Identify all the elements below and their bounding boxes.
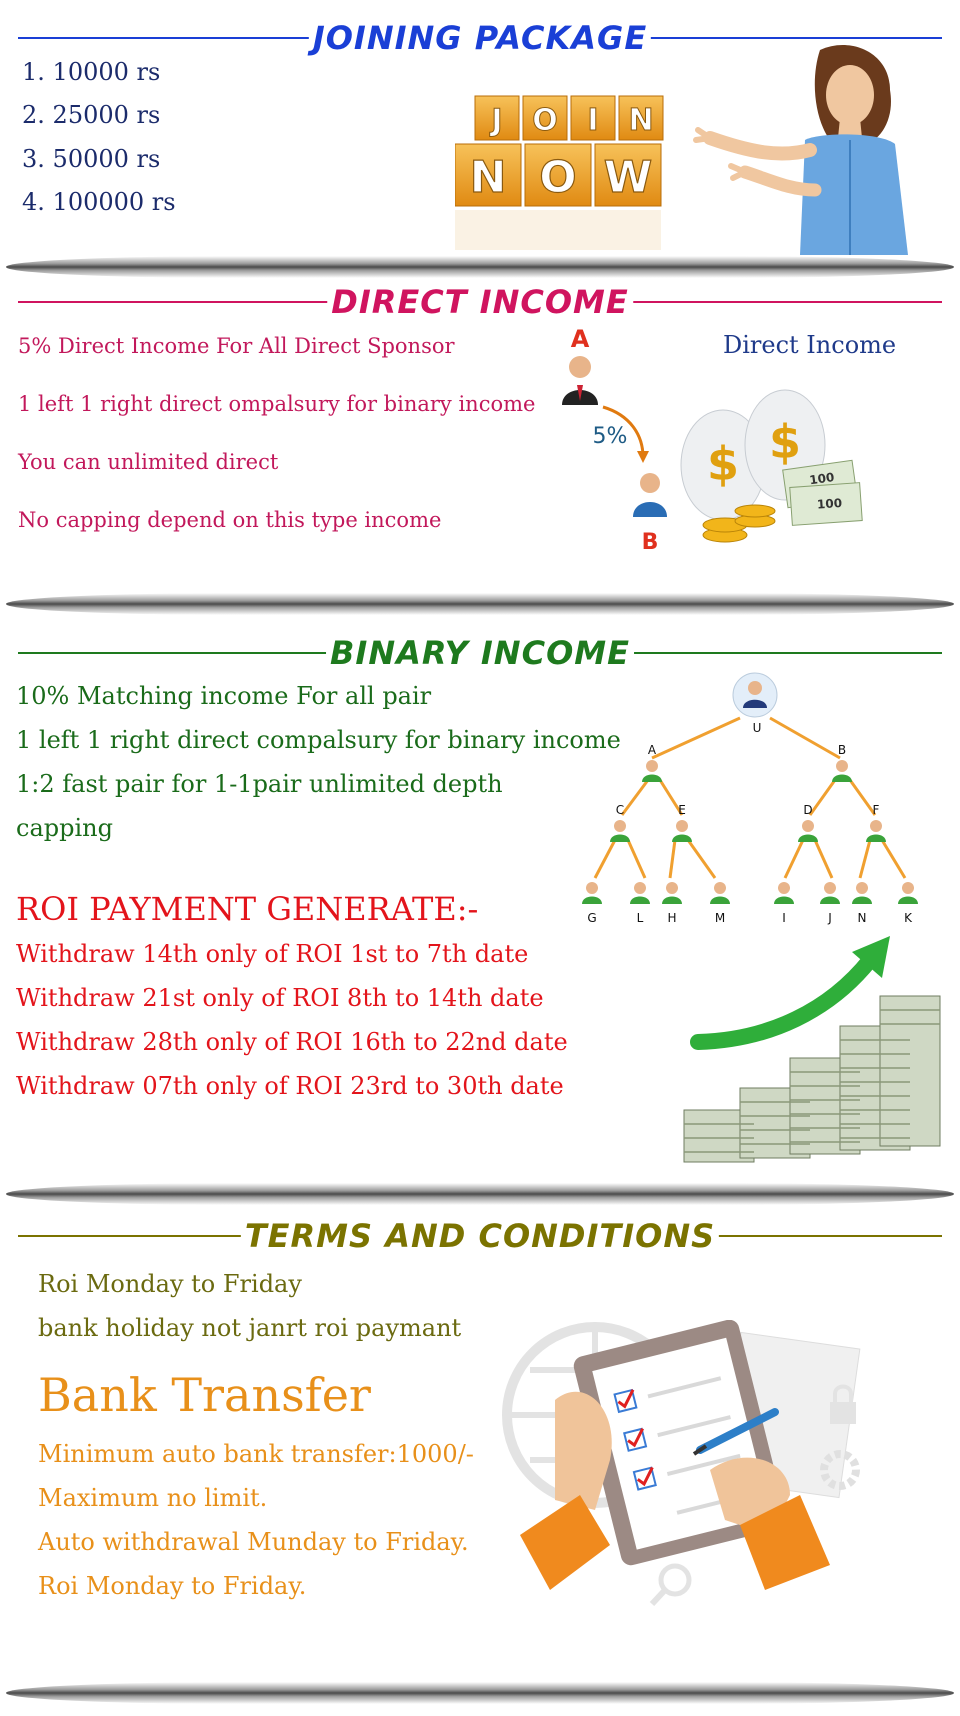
presenting-woman-image xyxy=(690,40,930,255)
tree-node-label: U xyxy=(752,721,762,735)
cash-stacks-icon xyxy=(684,996,940,1162)
svg-text:$: $ xyxy=(768,415,802,469)
binary-income-section xyxy=(0,610,960,1190)
tree-node-label: I xyxy=(782,911,786,925)
tree-node-icon xyxy=(832,760,852,782)
direct-income-line: You can unlimited direct xyxy=(18,450,279,474)
magnifier-icon xyxy=(652,1566,689,1604)
terms-line: bank holiday not janrt roi paymant xyxy=(38,1314,462,1342)
terms-title: TERMS AND CONDITIONS xyxy=(241,1216,719,1256)
direct-income-heading xyxy=(18,282,942,322)
direct-income-line: 5% Direct Income For All Direct Sponsor xyxy=(18,334,455,358)
roi-title: ROI PAYMENT GENERATE:- xyxy=(16,890,479,928)
tree-node-label: B xyxy=(837,743,847,757)
tree-node-label: E xyxy=(678,803,686,817)
tree-node-label: K xyxy=(904,911,912,925)
package-item xyxy=(22,188,176,216)
svg-text:$: $ xyxy=(706,437,740,491)
direct-income-line: 1 left 1 right direct ompalsury for binary income xyxy=(18,392,536,416)
binary-income-line: 10% Matching income For all pair xyxy=(16,682,432,710)
package-item xyxy=(22,145,160,173)
package-amount: 10000 rs xyxy=(52,58,161,86)
bill-value: 100 xyxy=(808,470,836,488)
direct-income-diagram xyxy=(555,325,935,565)
cube-letter: N xyxy=(628,103,654,138)
roi-line: Withdraw 07th only of ROI 23rd to 30th date xyxy=(16,1072,564,1100)
package-amount: 50000 rs xyxy=(52,145,161,173)
roi-line: Withdraw 14th only of ROI 1st to 7th date xyxy=(16,940,529,968)
direct-income-diagram-label: Direct Income xyxy=(723,331,897,359)
direct-income-title: DIRECT INCOME xyxy=(327,282,633,322)
terms-section xyxy=(0,1200,960,1700)
cube-letter: J xyxy=(491,103,503,138)
direct-income-section xyxy=(0,270,960,590)
node-b-label: B xyxy=(641,530,659,555)
binary-income-heading xyxy=(18,633,942,673)
sponsor-person-icon xyxy=(562,356,598,405)
binary-income-line: 1 left 1 right direct compalsury for binary income xyxy=(16,726,621,754)
tree-node-label: H xyxy=(667,911,677,925)
package-number: 4. xyxy=(22,188,45,216)
package-amount: 25000 rs xyxy=(52,101,161,129)
percent-label: 5% xyxy=(592,424,628,449)
clipboard-checklist-image xyxy=(500,1320,920,1620)
package-amount: 100000 rs xyxy=(52,188,176,216)
node-a-label: A xyxy=(570,325,590,353)
joining-package-section xyxy=(0,0,960,270)
cube-letter: O xyxy=(539,152,577,203)
joining-package-title: JOINING PACKAGE xyxy=(309,18,651,58)
roi-line: Withdraw 28th only of ROI 16th to 22nd date xyxy=(16,1028,568,1056)
cube-letter: N xyxy=(469,152,507,203)
tree-leaf-icons xyxy=(582,882,918,904)
binary-income-line: 1:2 fast pair for 1-1pair unlimited depth xyxy=(16,770,503,798)
binary-income-line: capping xyxy=(16,814,113,842)
cube-letter: W xyxy=(603,152,653,203)
direct-income-line: No capping depend on this type income xyxy=(18,508,442,532)
tree-connectors xyxy=(595,718,905,878)
money-bags-icon xyxy=(681,390,862,542)
binary-income-title: BINARY INCOME xyxy=(326,633,634,673)
tree-node-icon xyxy=(672,820,692,842)
tree-node-label: L xyxy=(636,911,644,925)
cube-letter: I xyxy=(587,103,599,138)
package-number: 3. xyxy=(22,145,45,173)
tree-node-label: D xyxy=(803,803,813,817)
tree-node-icon xyxy=(798,820,818,842)
bank-transfer-line: Minimum auto bank transfer:1000/- xyxy=(38,1440,474,1468)
bank-transfer-line: Roi Monday to Friday. xyxy=(38,1572,307,1600)
terms-heading xyxy=(18,1216,942,1256)
section-divider xyxy=(6,1682,954,1704)
tree-node-label: J xyxy=(828,911,832,925)
tree-node-icon xyxy=(866,820,886,842)
cube-letter: O xyxy=(532,103,558,138)
tree-node-label: A xyxy=(647,743,657,757)
package-item xyxy=(22,101,160,129)
package-item xyxy=(22,58,160,86)
roi-line: Withdraw 21st only of ROI 8th to 14th date xyxy=(16,984,544,1012)
bill-value: 100 xyxy=(816,495,843,512)
tree-node-label: M xyxy=(714,911,726,925)
bank-transfer-line: Auto withdrawal Munday to Friday. xyxy=(38,1528,469,1556)
bank-transfer-line: Maximum no limit. xyxy=(38,1484,268,1512)
tree-node-label: N xyxy=(857,911,867,925)
package-number: 2. xyxy=(22,101,45,129)
binary-tree-diagram xyxy=(570,670,940,935)
tree-node-icon xyxy=(610,820,630,842)
member-person-icon xyxy=(633,473,667,517)
left-hand-icon xyxy=(520,1392,612,1590)
join-now-cubes-image xyxy=(455,88,705,258)
tree-node-icon xyxy=(642,760,662,782)
package-number: 1. xyxy=(22,58,45,86)
clipboard-page-number: 1 xyxy=(678,1557,686,1571)
tree-node-label: C xyxy=(615,803,625,817)
tree-node-label: F xyxy=(872,803,880,817)
money-growth-image xyxy=(680,930,945,1175)
tree-node-label: G xyxy=(587,911,597,925)
tree-root-icon xyxy=(733,673,777,717)
terms-line: Roi Monday to Friday xyxy=(38,1270,302,1298)
bank-transfer-title: Bank Transfer xyxy=(38,1368,371,1422)
